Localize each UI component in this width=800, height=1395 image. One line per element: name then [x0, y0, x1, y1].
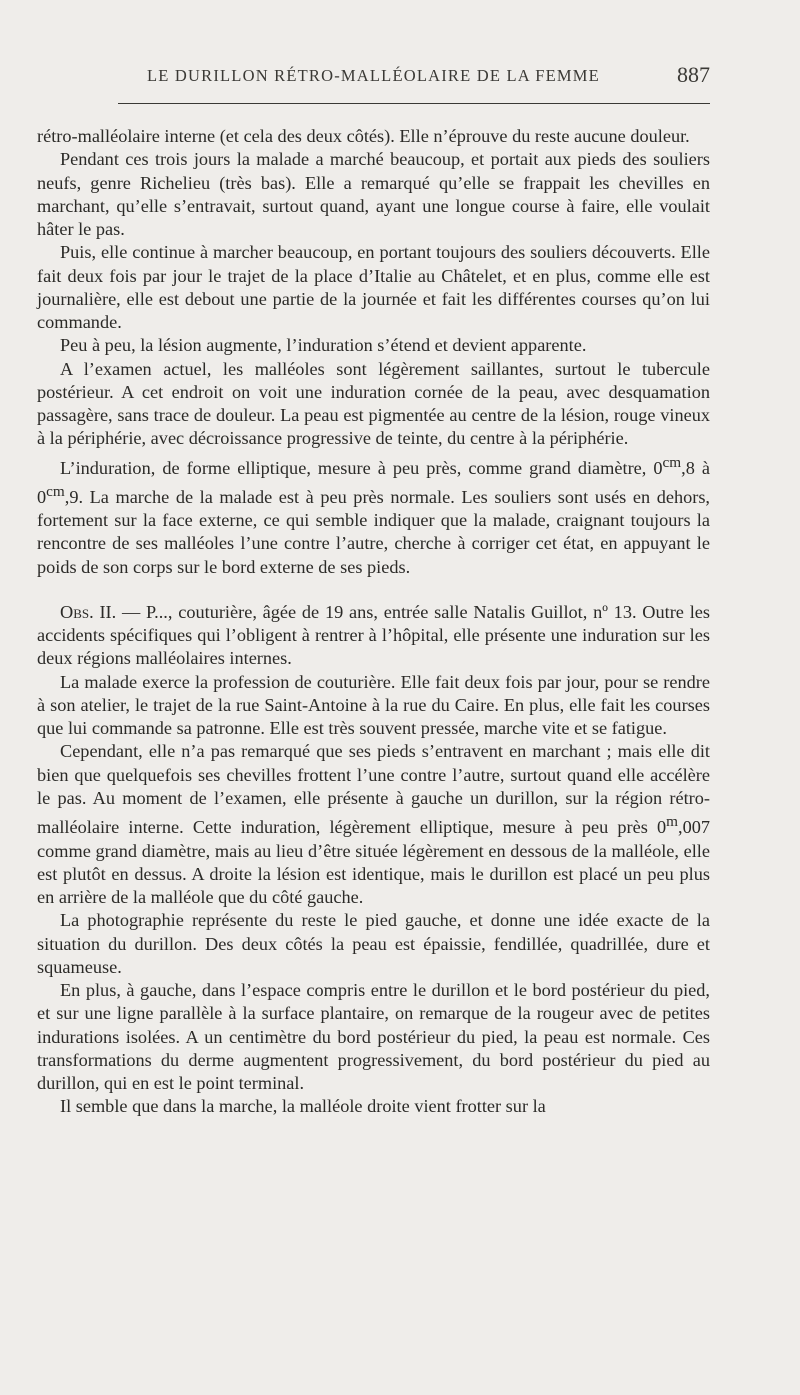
- paragraph: Pendant ces trois jours la malade a marché beaucoup, et portait aux pieds des souliers neufs, genre Richelieu (très bas). Elle a remarqué qu’elle se frappait les chevilles en marchant, qu’elle s’entravait, surtout quand, ayant une longue course à faire, elle voulait hâter le pas.: [37, 149, 710, 239]
- paragraph: A l’examen actuel, les malléoles sont légèrement saillantes, surtout le tubercule postérieur. A cet endroit on voit une induration cornée de la peau, avec desquamation passagère, sans trace de douleur. La peau est pigmentée au centre de la lésion, rouge vineux à la périphérie, avec décroissance progressive de teinte, du centre à la périphérie.: [37, 358, 710, 449]
- paragraph: rétro-malléolaire interne (et cela des deux côtés). Elle n’éprouve du reste aucune douleur.: [37, 126, 690, 146]
- unit-superscript: m: [666, 813, 678, 831]
- paragraph: Puis, elle continue à marcher beaucoup, en portant toujours des souliers découverts. Elle fait deux fois par jour le trajet de la place d’Italie au Châtelet, et en plus, comme elle est journalière, elle est debout une partie de la journée et fait les différentes courses qu’on lui commande.: [37, 242, 710, 332]
- paragraph: [37, 740, 710, 909]
- page-header: [37, 62, 708, 90]
- text-run: — P..., couturière, âgée de 19 ans, entrée salle Natalis Guillot, nº 13. Outre les accidents spécifiques qui l’obligent à rentrer à l’hôpital, elle présente une induration sur les deux régions malléolaires internes.: [37, 601, 710, 669]
- text-run: ,9. La marche de la malade est à peu près normale. Les souliers sont usés en dehors, fortement sur la face externe, ce qui semble indiquer que la malade, craignant toujours la rencontre de ses malléoles l’une contre l’autre, cherche à corriger cet état, en appuyant le poids de son corps sur le bord externe de ses pieds.: [37, 486, 710, 577]
- paragraph: [37, 451, 710, 579]
- paragraph: En plus, à gauche, dans l’espace compris entre le durillon et le bord postérieur du pied, et sur une ligne parallèle à la surface plantaire, on remarque de la rougeur avec de petites indurations isolées. A un centimètre du bord postérieur du pied, la peau est normale. Ces transformations du derme augmentent progressivement, du bord postérieur du pied au durillon, qui en est le point terminal.: [37, 980, 710, 1094]
- body-text: [37, 125, 710, 1119]
- header-rule: [118, 103, 710, 104]
- observation-paragraph: [37, 601, 710, 671]
- running-title: LE DURILLON RÉTRO-MALLÉOLAIRE DE LA FEMME: [147, 66, 600, 85]
- paragraph: Il semble que dans la marche, la malléole droite vient frotter sur la: [60, 1096, 546, 1117]
- paragraph: Peu à peu, la lésion augmente, l’induration s’étend et devient apparente.: [60, 335, 587, 356]
- page-number: 887: [677, 62, 710, 87]
- unit-superscript: cm: [662, 453, 682, 471]
- text-run: ,007 comme grand diamètre, mais au lieu d’être située légèrement en dessous de la malléole, elle est plutôt en dessus. A droite la lésion est identique, mais le durillon est placé un peu plus en arrière de la malléole que du côté gauche.: [37, 817, 710, 908]
- paragraph: La malade exerce la profession de couturière. Elle fait deux fois par jour, pour se rendre à son atelier, le trajet de la rue Saint-Antoine à la rue du Caire. En plus, elle fait les courses que lui commande sa patronne. Elle est très souvent pressée, marche vite et se fatigue.: [37, 671, 710, 739]
- observation-label: Obs. II.: [60, 601, 117, 622]
- unit-superscript: cm: [46, 482, 65, 500]
- text-run: ,8 à 0: [37, 457, 710, 507]
- paragraph: La photographie représente du reste le pied gauche, et donne une idée exacte de la situation du durillon. Des deux côtés la peau est épaissie, fendillée, quadrillée, dure et squameuse.: [37, 910, 710, 977]
- text-run: L’induration, de forme elliptique, mesure à peu près, comme grand diamètre, 0: [60, 457, 663, 478]
- text-run: Cependant, elle n’a pas remarqué que ses pieds s’entravent en marchant ; mais elle dit bien que quelquefois ses chevilles frottent l’une contre l’autre, surtout quand elle accélère le pas. Au moment de l’examen, elle présente à gauche un durillon, sur la région rétro-malléolaire interne. Cette induration, légèrement elliptique, mesure à peu près 0: [37, 741, 710, 838]
